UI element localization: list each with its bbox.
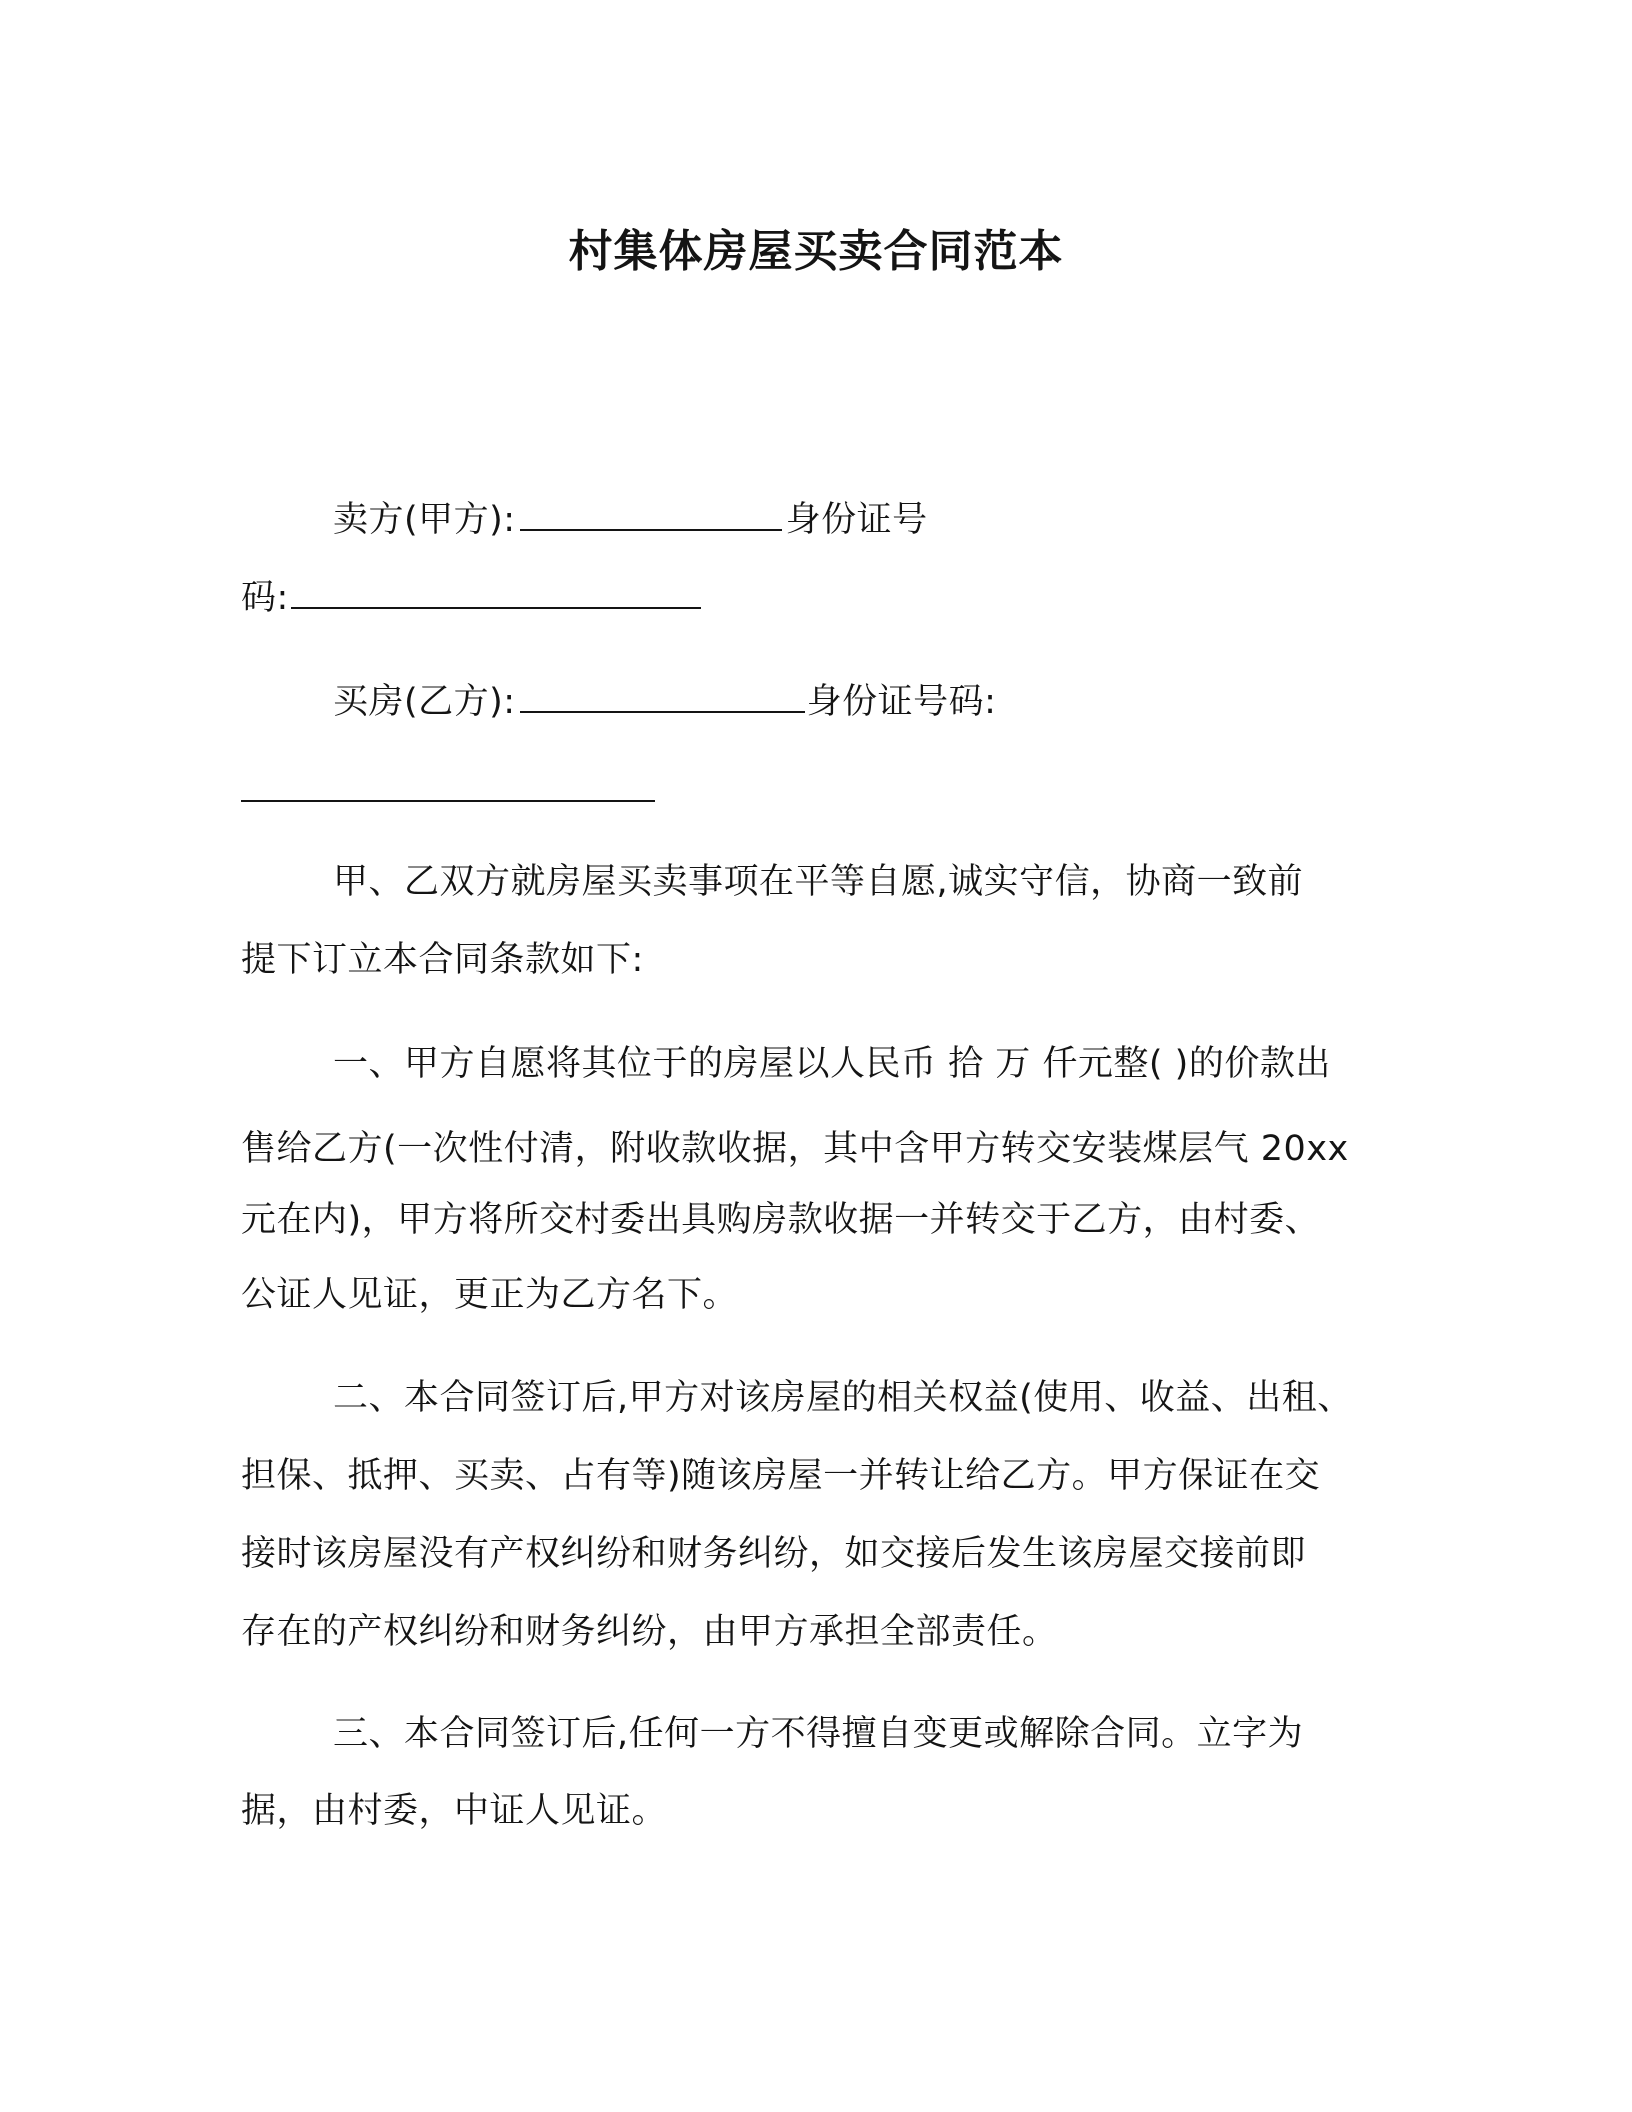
- preamble-line-1: 甲、乙双方就房屋买卖事项在平等自愿,诚实守信，协商一致前: [333, 862, 1304, 902]
- buyer-id-blank: [241, 800, 655, 802]
- buyer-line: [333, 677, 996, 727]
- clause1-line-3: 元在内)，甲方将所交村委出具购房款收据一并转交于乙方，由村委、: [241, 1200, 1321, 1240]
- clause1-line-1: 一、甲方自愿将其位于的房屋以人民币 拾 万 仟元整( )的价款出: [333, 1044, 1331, 1084]
- document-title: 村集体房屋买卖合同范本: [568, 226, 1064, 277]
- buyer-name-blank: [520, 681, 805, 713]
- seller-line: [333, 495, 928, 545]
- clause2-line-3: 接时该房屋没有产权纠纷和财务纠纷，如交接后发生该房屋交接前即: [241, 1534, 1307, 1574]
- preamble-line-2: 提下订立本合同条款如下:: [241, 940, 644, 980]
- clause1-line-4: 公证人见证，更正为乙方名下。: [241, 1275, 739, 1315]
- buyer-label: 买房(乙方):: [333, 682, 516, 722]
- seller-label: 卖方(甲方):: [333, 500, 516, 540]
- clause3-line-2: 据，由村委，中证人见证。: [241, 1791, 668, 1831]
- clause2-line-4: 存在的产权纠纷和财务纠纷，由甲方承担全部责任。: [241, 1612, 1058, 1652]
- buyer-id-label: 身份证号码:: [806, 682, 997, 722]
- clause2-line-2: 担保、抵押、买卖、占有等)随该房屋一并转让给乙方。甲方保证在交: [241, 1456, 1321, 1496]
- seller-id-label-cont: 码:: [241, 578, 289, 618]
- clause3-line-1: 三、本合同签订后,任何一方不得擅自变更或解除合同。立字为: [333, 1714, 1304, 1754]
- seller-id-label: 身份证号: [785, 500, 928, 540]
- clause1-line-2: 售给乙方(一次性付清，附收款收据，其中含甲方转交安装煤层气 20xx: [241, 1129, 1349, 1169]
- clause2-line-1: 二、本合同签订后,甲方对该房屋的相关权益(使用、收益、出租、: [333, 1378, 1353, 1418]
- seller-id-line: [241, 573, 705, 623]
- seller-id-blank: [291, 577, 701, 609]
- seller-name-blank: [520, 499, 782, 531]
